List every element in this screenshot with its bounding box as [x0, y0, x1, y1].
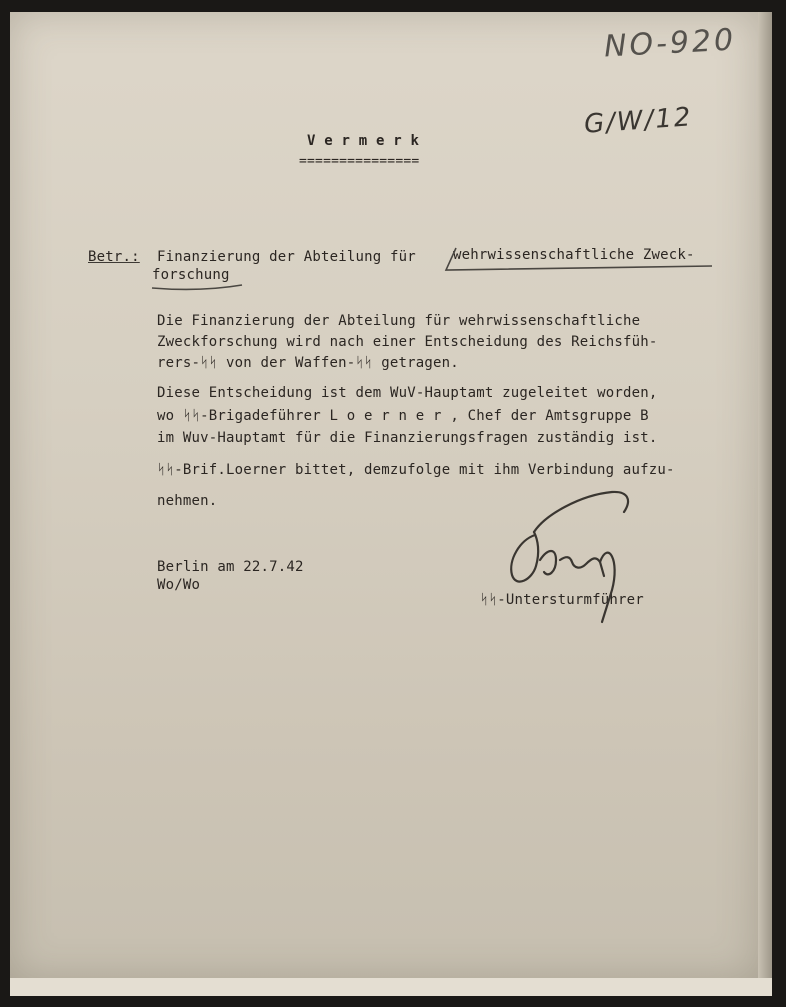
document-title: V e r m e r k	[307, 133, 420, 149]
body-p1-line-2: Zweckforschung wird nach einer Entscheidung des Reichsfüh-	[157, 334, 658, 350]
subject-line-1b: wehrwissenschaftliche Zweck-	[453, 247, 695, 263]
body-p1-line-3: rers-ᛋᛋ von der Waffen-ᛋᛋ getragen.	[157, 355, 459, 371]
body-p3-line-1: ᛋᛋ-Brif.Loerner bittet, demzufolge mit ihm Verbindung aufzu-	[157, 462, 675, 478]
body-p2-line-2: wo ᛋᛋ-Brigadeführer L o e r n e r , Chef der Amtsgruppe B	[157, 408, 649, 424]
file-ref-annotation: G/W/12	[583, 102, 694, 140]
body-p1-line-1: Die Finanzierung der Abteilung für wehrwissenschaftliche	[157, 313, 641, 329]
body-p2-line-1: Diese Entscheidung ist dem WuV-Hauptamt zugeleitet worden,	[157, 385, 658, 401]
initials: Wo/Wo	[157, 577, 201, 593]
body-p2-line-3: im Wuv-Hauptamt für die Finanzierungsfragen zuständig ist.	[157, 430, 658, 446]
place-date: Berlin am 22.7.42	[157, 559, 304, 575]
subject-line-2: forschung	[152, 267, 230, 283]
bottom-strip	[10, 978, 772, 996]
signature-rank: ᛋᛋ-Untersturmführer	[480, 592, 644, 608]
title-rule: ===============	[299, 154, 420, 169]
subject-line-1a: Finanzierung der Abteilung für	[157, 249, 416, 265]
subject-label: Betr.:	[88, 249, 140, 265]
doc-number-annotation: NO-920	[603, 22, 737, 65]
body-p3-line-2: nehmen.	[157, 493, 218, 509]
page-edge	[758, 12, 772, 980]
